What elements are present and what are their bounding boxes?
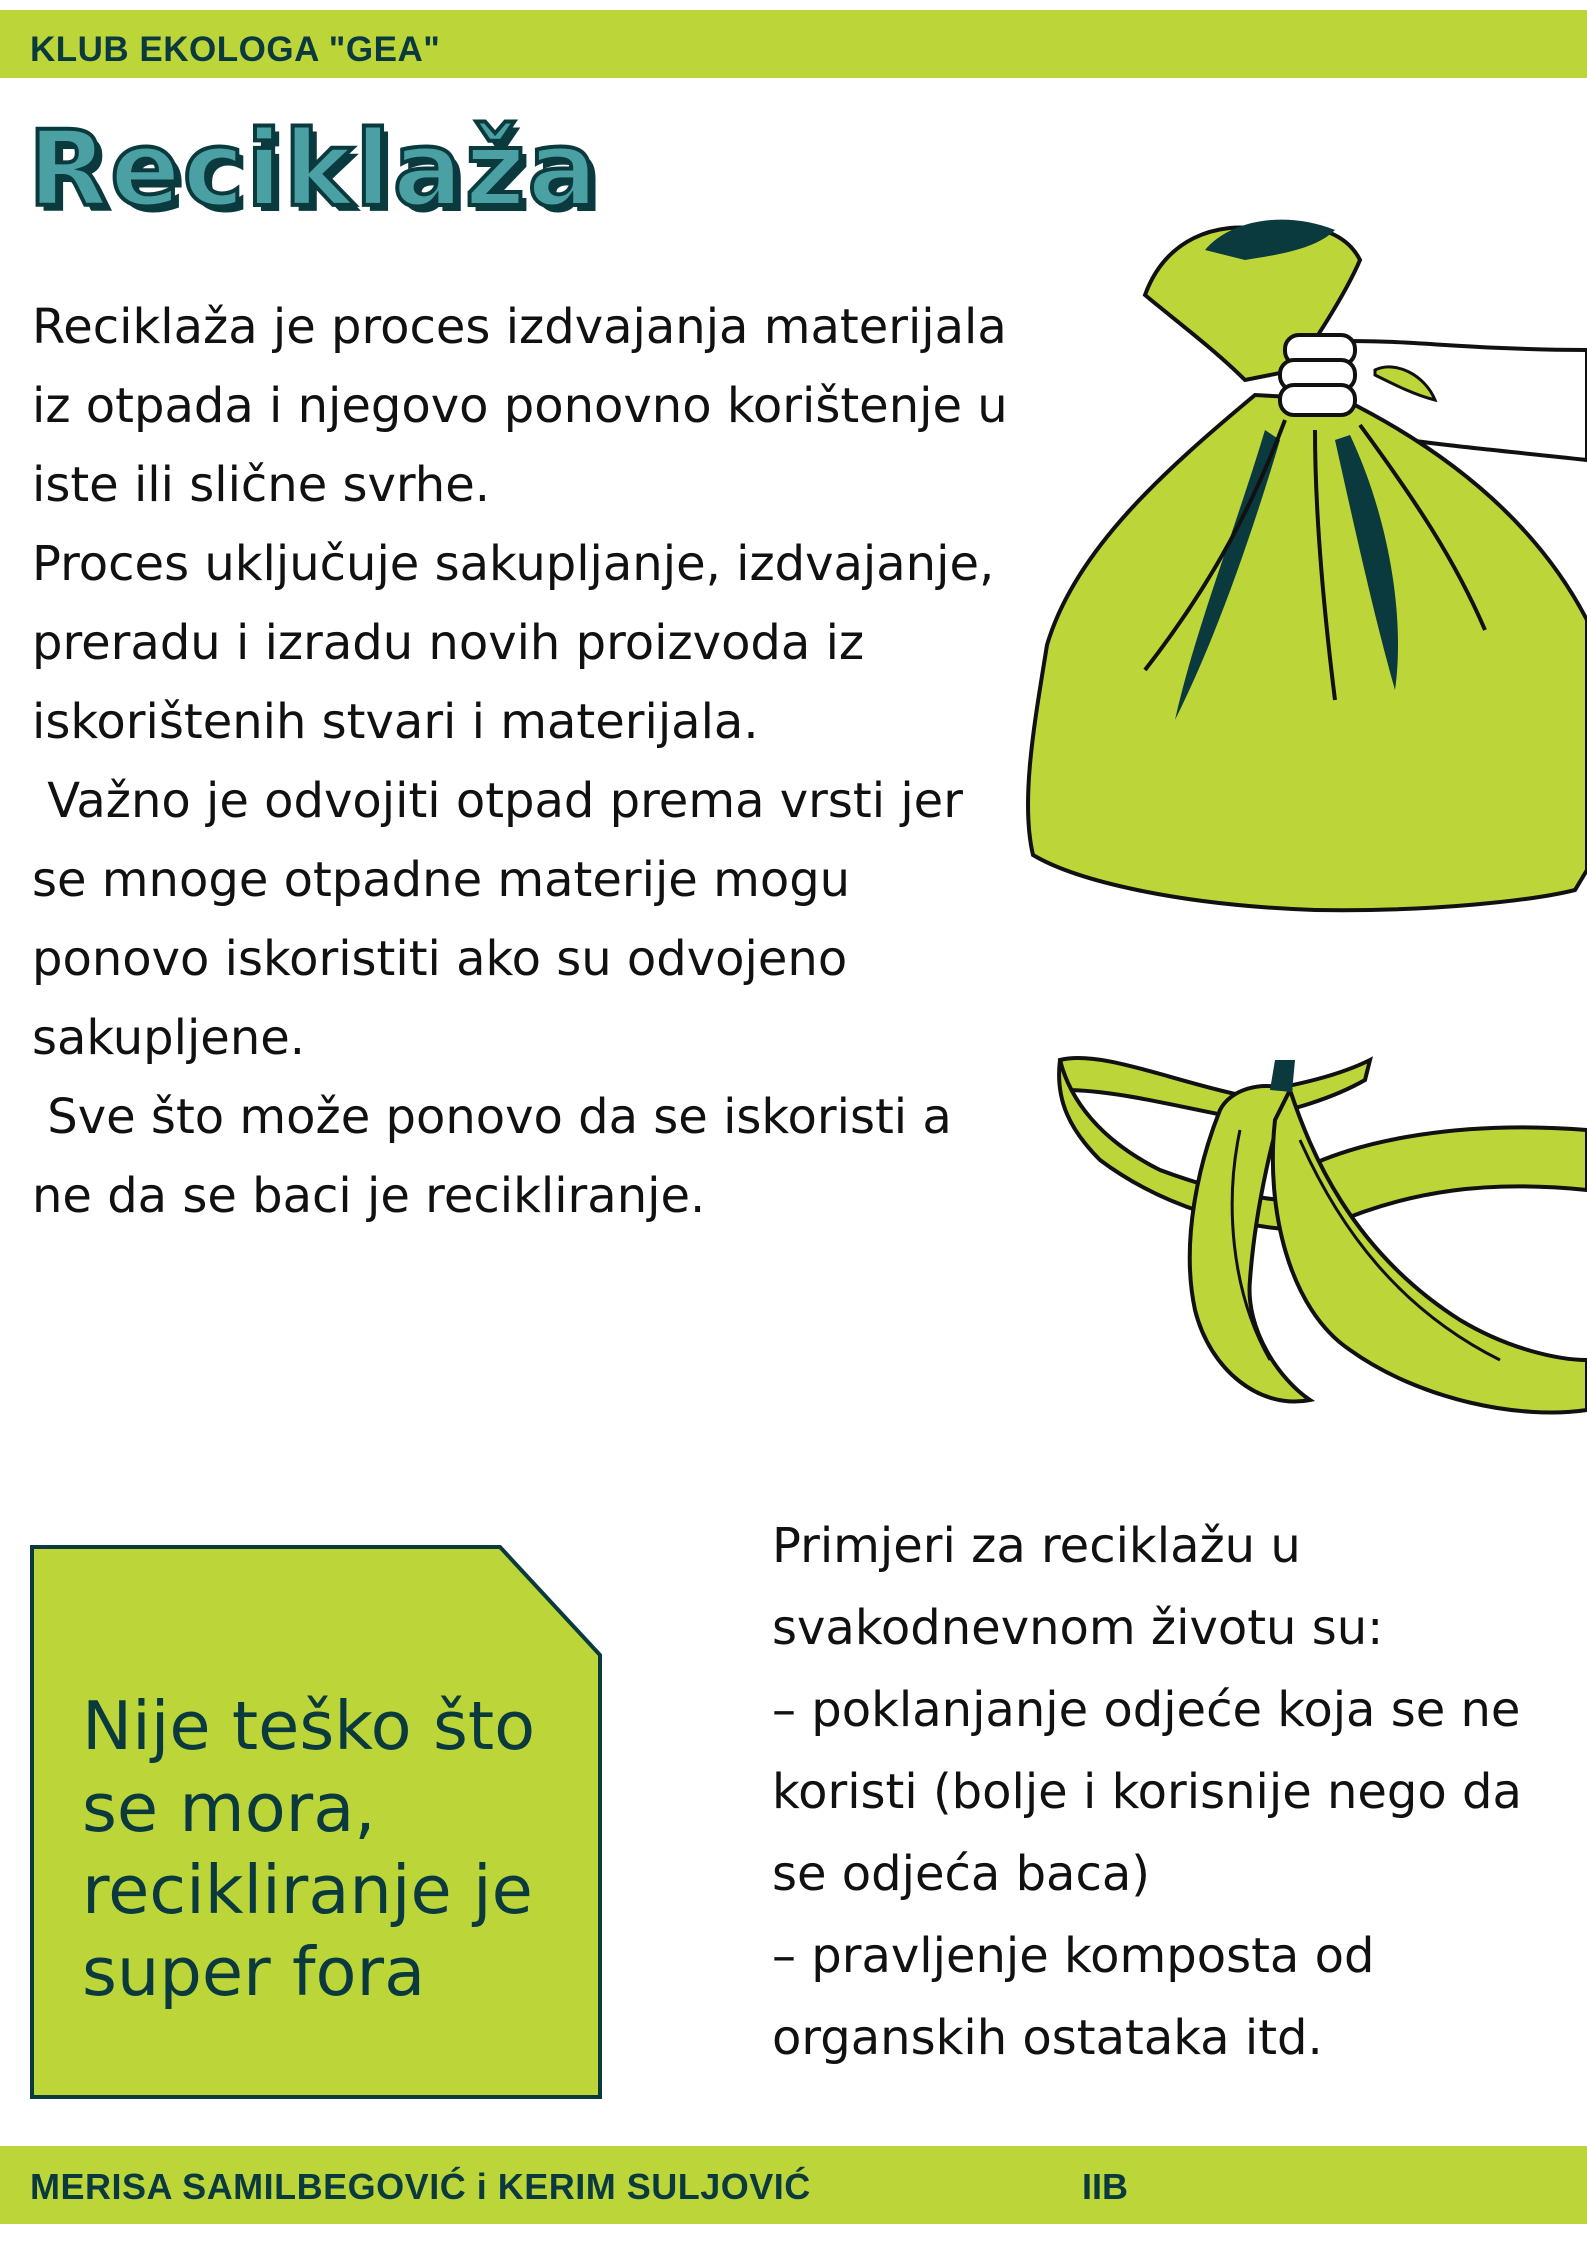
intro-paragraph: Važno je odvojiti otpad prema vrsti jer se mnoge otpadne materije mogu ponovo iskoristiti ako su odvojeno sakupljene. (32, 773, 979, 1066)
examples-item: – poklanjanje odjeće koja se ne koristi (bolje i korisnije nego da se odjeća baca) (772, 1682, 1538, 1902)
quote-text: Nije teško što se mora, recikliranje je super fora (82, 1687, 536, 2011)
club-name: KLUB EKOLOGA "GEA" (30, 30, 441, 69)
banana-peel-icon (1040, 1030, 1587, 1420)
intro-text (32, 288, 1022, 1236)
page-title: Reciklaža (28, 108, 600, 230)
examples-intro: Primjeri za reciklažu u svakodnevnom životu su: (772, 1518, 1384, 1656)
class-label: IIB (1082, 2166, 1129, 2207)
intro-paragraph: Sve što može ponovo da se iskoristi a ne da se baci je recikliranje. (32, 1089, 968, 1224)
intro-paragraph: Proces uključuje sakupljanje, izdvajanje, preradu i izradu novih proizvoda iz iskorištenih stvari i materijala. (32, 536, 1010, 750)
authors: MERISA SAMILBEGOVIĆ i KERIM SULJOVIĆ (30, 2166, 811, 2207)
garbage-bag-icon (1015, 200, 1587, 920)
examples-text (772, 1505, 1572, 2079)
examples-item: – pravljenje komposta od organskih ostataka itd. (772, 1928, 1390, 2066)
intro-paragraph: Reciklaža je proces izdvajanja materijala iz otpada i njegovo ponovno korištenje u iste ili slične svrhe. (32, 299, 1023, 513)
